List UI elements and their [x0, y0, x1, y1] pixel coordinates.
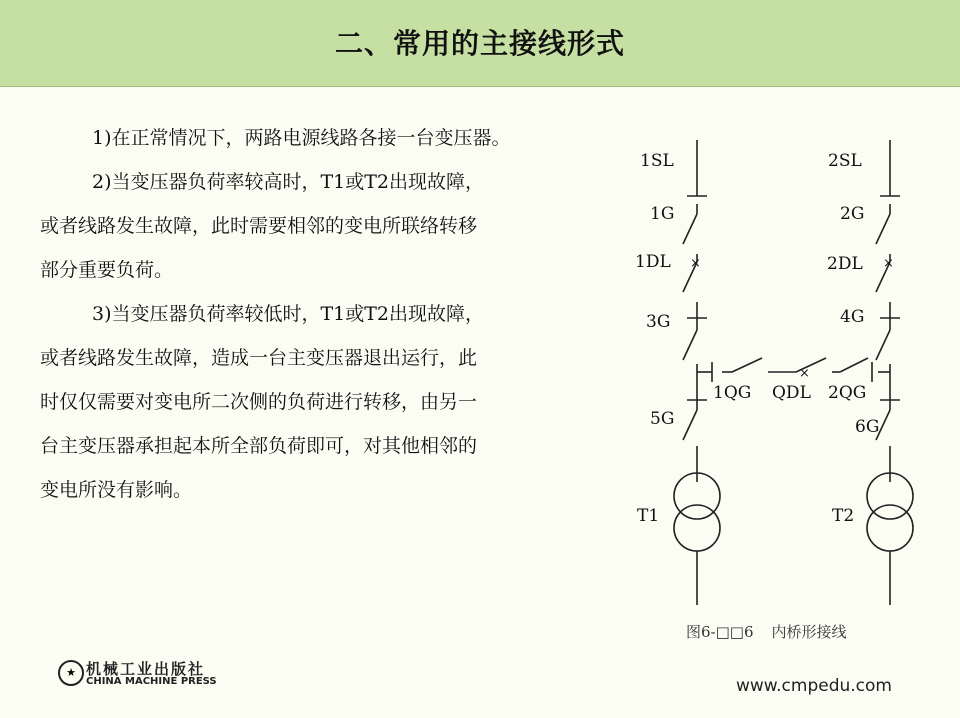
label-2qg: 2QG — [828, 383, 867, 403]
label-5g: 5G — [650, 409, 675, 429]
transformer-t1-secondary — [674, 505, 720, 551]
label-1dl: 1DL — [635, 252, 671, 272]
text-line: 1)在正常情况下，两路电源线路各接一台变压器。 — [92, 127, 511, 149]
switch-3g-blade — [683, 330, 697, 360]
caption-text: 内桥形接线 — [771, 623, 847, 641]
transformer-t2-secondary — [867, 505, 913, 551]
publisher-name-cn: 机械工业出版社 — [86, 660, 206, 678]
label-6g: 6G — [855, 417, 880, 437]
label-3g: 3G — [646, 312, 671, 332]
svg-text:×: × — [799, 366, 810, 381]
label-2dl: 2DL — [827, 254, 863, 274]
caption-figure-number: 图6-□□6 — [686, 623, 754, 641]
publisher-emblem-icon: ★ — [58, 660, 84, 686]
text-line: 变电所没有影响。 — [40, 479, 193, 501]
svg-text:×: × — [883, 256, 894, 271]
text-line: 2)当变压器负荷率较高时，T1或T2出现故障， — [92, 171, 485, 193]
text-line: 台主变压器承担起本所全部负荷即可，对其他相邻的 — [40, 435, 478, 457]
label-qdl: QDL — [772, 383, 811, 403]
switch-2qg-blade — [840, 358, 868, 372]
label-2sl: 2SL — [828, 151, 862, 171]
label-1qg: 1QG — [713, 383, 752, 403]
label-2g: 2G — [840, 204, 865, 224]
switch-2g-blade — [876, 214, 890, 244]
figure-caption — [686, 621, 847, 642]
inner-bridge-diagram — [620, 130, 940, 610]
switch-5g-blade — [683, 410, 697, 440]
label-1sl: 1SL — [640, 151, 674, 171]
text-line: 或者线路发生故障，此时需要相邻的变电所联络转移 — [40, 215, 478, 237]
label-t2: T2 — [832, 506, 855, 526]
text-line: 部分重要负荷。 — [40, 259, 174, 281]
publisher-name-en: CHINA MACHINE PRESS — [86, 676, 217, 687]
svg-text:×: × — [690, 256, 701, 271]
text-line: 3)当变压器负荷率较低时，T1或T2出现故障， — [92, 303, 485, 325]
website-url[interactable]: www.cmpedu.com — [736, 676, 892, 696]
text-line: 时仅仅需要对变电所二次侧的负荷进行转移，由另一 — [40, 391, 478, 413]
switch-1g-blade — [683, 214, 697, 244]
header-bar — [0, 0, 960, 87]
slide-title: 二、常用的主接线形式 — [334, 27, 625, 60]
label-1g: 1G — [650, 204, 675, 224]
label-t1: T1 — [637, 506, 660, 526]
switch-4g-blade — [876, 330, 890, 360]
switch-1qg-blade — [732, 358, 762, 372]
label-4g: 4G — [840, 307, 865, 327]
body-text — [40, 116, 615, 512]
text-line: 或者线路发生故障，造成一台主变压器退出运行，此 — [40, 347, 478, 369]
